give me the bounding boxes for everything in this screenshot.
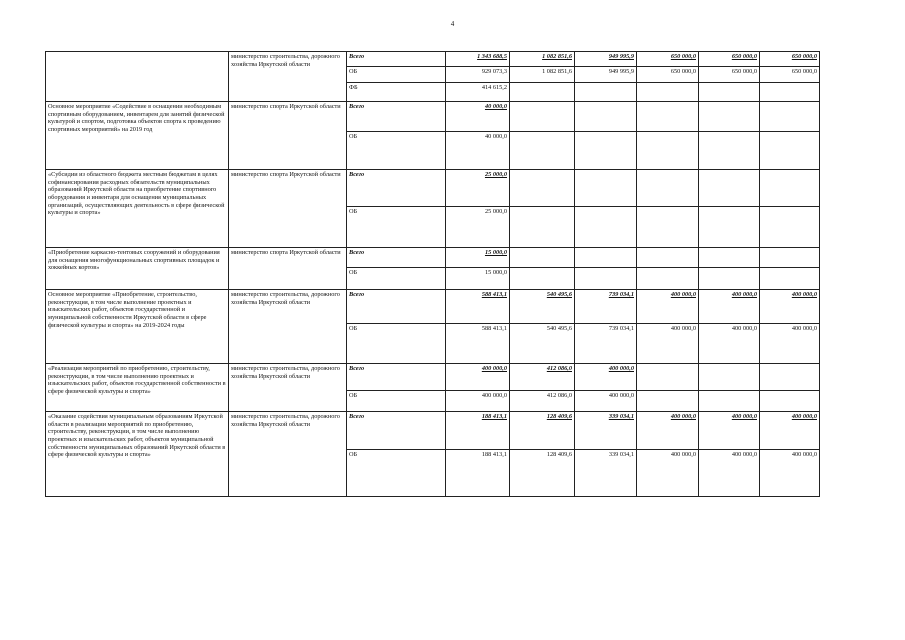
funding-source-cell: ОБ [347, 207, 446, 248]
amount-cell [510, 207, 575, 248]
amount-cell: 949 995,9 [575, 52, 637, 67]
amount-cell: 128 409,6 [510, 450, 575, 497]
table-body [46, 52, 820, 497]
amount-cell [699, 207, 760, 248]
amount-cell [637, 207, 699, 248]
amount-cell: 339 034,1 [575, 412, 637, 450]
funding-source-cell: Всего [347, 170, 446, 207]
amount-cell: 650 000,0 [699, 52, 760, 67]
amount-cell [699, 391, 760, 412]
amount-cell [510, 102, 575, 132]
activity-name-cell: «Реализация мероприятий по приобретению, строительству, реконструкции, в том числе выполнению проектных и изыскательских работ, объектов государственной собственности в сфере физической культуры и спорта» [46, 364, 229, 412]
funding-source-cell: ОБ [347, 268, 446, 290]
activity-name-cell: «Оказание содействия муниципальным образованиям Иркутской области в реализации мероприятий по приобретению, строительству, реконструкции, в том числе выполнению проектных и изыскательских работ, объектов муниципальной собственности муниципальных образований Иркутской области в сфере физической культуры и спорта» [46, 412, 229, 497]
activity-name-cell: «Приобретение каркасно-тентовых сооружений и оборудования для оснащения многофункциональных спортивных площадок и хоккейных кортов» [46, 248, 229, 290]
funding-source-cell: Всего [347, 102, 446, 132]
amount-cell [699, 132, 760, 170]
amount-cell [637, 102, 699, 132]
amount-cell: 400 000,0 [760, 450, 820, 497]
amount-cell [637, 391, 699, 412]
amount-cell [760, 248, 820, 268]
amount-cell [575, 268, 637, 290]
funding-source-cell: Всего [347, 412, 446, 450]
amount-cell: 400 000,0 [446, 364, 510, 391]
amount-cell [699, 248, 760, 268]
amount-cell: 949 995,9 [575, 67, 637, 83]
amount-cell [575, 207, 637, 248]
amount-cell [760, 170, 820, 207]
amount-cell: 650 000,0 [760, 52, 820, 67]
amount-cell: 400 000,0 [575, 364, 637, 391]
amount-cell: 1 082 851,6 [510, 67, 575, 83]
amount-cell: 650 000,0 [637, 52, 699, 67]
responsible-cell: министерство строительства, дорожного хозяйства Иркутской области [229, 290, 347, 364]
table-row [46, 364, 820, 391]
table-row [46, 290, 820, 324]
amount-cell [637, 268, 699, 290]
amount-cell [510, 268, 575, 290]
amount-cell: 400 000,0 [637, 450, 699, 497]
funding-source-cell: ФБ [347, 83, 446, 102]
amount-cell [575, 170, 637, 207]
amount-cell: 188 413,1 [446, 412, 510, 450]
funding-source-cell: ОБ [347, 324, 446, 364]
amount-cell [760, 83, 820, 102]
amount-cell: 929 073,3 [446, 67, 510, 83]
responsible-cell: министерство спорта Иркутской области [229, 248, 347, 290]
amount-cell: 128 409,6 [510, 412, 575, 450]
table-row [46, 412, 820, 450]
amount-cell [637, 364, 699, 391]
funding-source-cell: Всего [347, 52, 446, 67]
amount-cell: 400 000,0 [760, 324, 820, 364]
amount-cell: 540 495,6 [510, 290, 575, 324]
amount-cell: 400 000,0 [699, 412, 760, 450]
amount-cell [575, 248, 637, 268]
amount-cell [760, 268, 820, 290]
funding-source-cell: ОБ [347, 450, 446, 497]
budget-table [45, 51, 820, 497]
amount-cell: 588 413,1 [446, 290, 510, 324]
amount-cell [760, 391, 820, 412]
amount-cell [699, 364, 760, 391]
amount-cell [760, 207, 820, 248]
page-number: 4 [450, 20, 455, 28]
amount-cell [575, 132, 637, 170]
amount-cell [637, 132, 699, 170]
amount-cell [510, 170, 575, 207]
amount-cell: 412 086,0 [510, 391, 575, 412]
amount-cell [699, 170, 760, 207]
funding-source-cell: Всего [347, 364, 446, 391]
amount-cell: 400 000,0 [575, 391, 637, 412]
table-row [46, 52, 820, 67]
amount-cell [699, 268, 760, 290]
amount-cell: 1 082 851,6 [510, 52, 575, 67]
table-row [46, 102, 820, 132]
amount-cell: 650 000,0 [699, 67, 760, 83]
funding-source-cell: Всего [347, 248, 446, 268]
activity-name-cell: Основное мероприятие «Содействие в оснащении необходимым спортивным оборудованием, инвентарем для занятий физической культурой и спортом, подготовка объектов спорта к проведению спортивных мероприятий» на 2019 год [46, 102, 229, 170]
responsible-cell: министерство строительства, дорожного хозяйства Иркутской области [229, 412, 347, 497]
amount-cell: 15 000,0 [446, 268, 510, 290]
funding-source-cell: ОБ [347, 132, 446, 170]
responsible-cell: министерство спорта Иркутской области [229, 170, 347, 248]
amount-cell: 188 413,1 [446, 450, 510, 497]
responsible-cell: министерство строительства, дорожного хозяйства Иркутской области [229, 364, 347, 412]
responsible-cell: министерство спорта Иркутской области [229, 102, 347, 170]
table-row [46, 248, 820, 268]
amount-cell: 40 000,0 [446, 102, 510, 132]
amount-cell: 400 000,0 [699, 290, 760, 324]
amount-cell [575, 102, 637, 132]
amount-cell [637, 170, 699, 207]
amount-cell: 1 343 688,5 [446, 52, 510, 67]
amount-cell: 412 086,0 [510, 364, 575, 391]
amount-cell: 588 413,1 [446, 324, 510, 364]
amount-cell: 400 000,0 [446, 391, 510, 412]
amount-cell: 400 000,0 [760, 290, 820, 324]
amount-cell: 400 000,0 [760, 412, 820, 450]
amount-cell: 650 000,0 [760, 67, 820, 83]
amount-cell: 400 000,0 [699, 450, 760, 497]
table-row [46, 170, 820, 207]
amount-cell: 414 615,2 [446, 83, 510, 102]
amount-cell [575, 83, 637, 102]
amount-cell: 15 000,0 [446, 248, 510, 268]
amount-cell: 40 000,0 [446, 132, 510, 170]
amount-cell: 25 000,0 [446, 207, 510, 248]
amount-cell: 400 000,0 [637, 290, 699, 324]
amount-cell: 339 034,1 [575, 450, 637, 497]
funding-source-cell: Всего [347, 290, 446, 324]
responsible-cell: министерство строительства, дорожного хозяйства Иркутской области [229, 52, 347, 102]
amount-cell: 25 000,0 [446, 170, 510, 207]
funding-source-cell: ОБ [347, 391, 446, 412]
amount-cell [510, 83, 575, 102]
activity-name-cell: Основное мероприятие «Приобретение, строительство, реконструкция, в том числе выполнение проектных и изыскательских работ, объектов государственной и муниципальной собственности Иркутской области в сфере физической культуры и спорта» на 2019-2024 годы [46, 290, 229, 364]
amount-cell: 739 034,1 [575, 290, 637, 324]
amount-cell: 540 495,6 [510, 324, 575, 364]
amount-cell [699, 102, 760, 132]
funding-source-cell: ОБ [347, 67, 446, 83]
amount-cell [510, 132, 575, 170]
amount-cell [637, 83, 699, 102]
amount-cell: 400 000,0 [699, 324, 760, 364]
activity-name-cell: «Субсидии из областного бюджета местным бюджетам в целях софинансирования расходных обязательств муниципальных образований Иркутской области на приобретение спортивного оборудования и инвентаря для оснащения муниципальных организаций, осуществляющих деятельность в сфере физической культуры и спорта» [46, 170, 229, 248]
amount-cell: 739 034,1 [575, 324, 637, 364]
amount-cell [637, 248, 699, 268]
amount-cell: 400 000,0 [637, 324, 699, 364]
amount-cell [510, 248, 575, 268]
activity-name-cell [46, 52, 229, 102]
amount-cell: 650 000,0 [637, 67, 699, 83]
amount-cell [760, 132, 820, 170]
amount-cell [699, 83, 760, 102]
amount-cell [760, 364, 820, 391]
amount-cell: 400 000,0 [637, 412, 699, 450]
amount-cell [760, 102, 820, 132]
